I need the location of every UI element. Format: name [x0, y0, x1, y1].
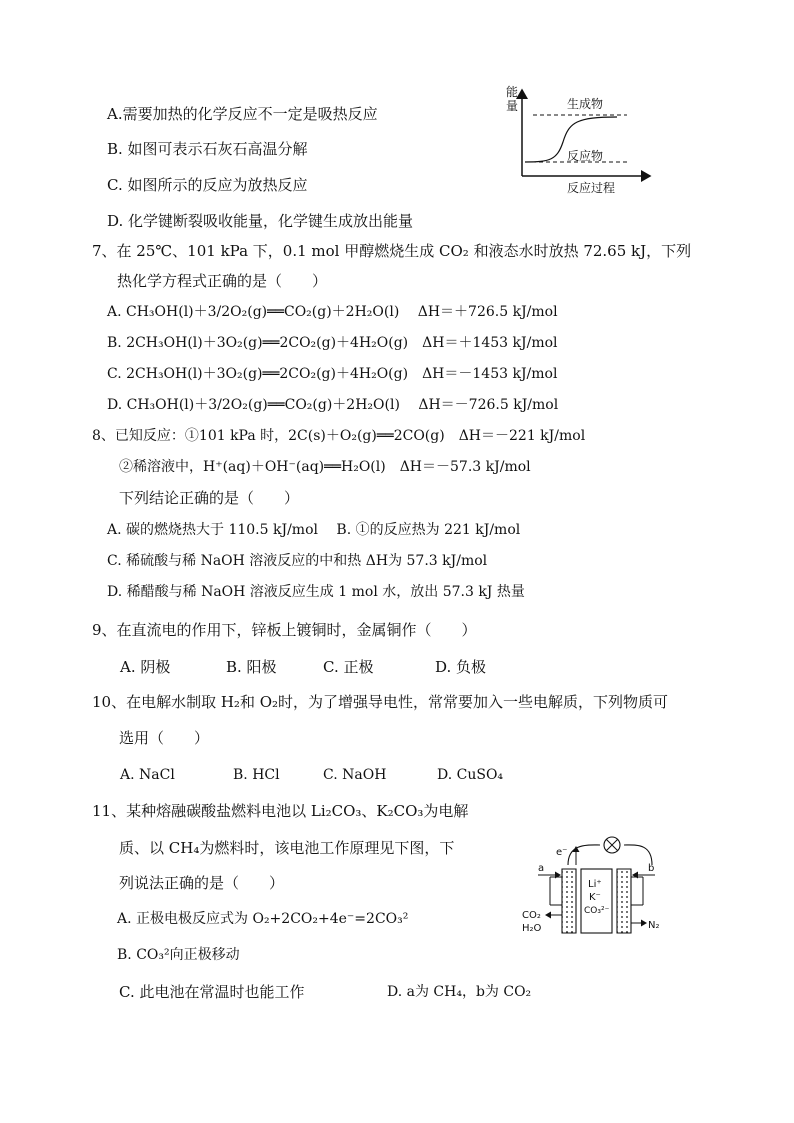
q7-option-a: A. CH₃OH(l)＋3/2O₂(g)══CO₂(g)＋2H₂O(l) ΔH＝＋726.5 kJ/mol — [107, 304, 558, 320]
q7-option-c: C. 2CH₃OH(l)＋3O₂(g)══2CO₂(g)＋4H₂O(g) ΔH＝－1453 kJ/mol — [107, 366, 558, 382]
left-channel — [550, 877, 562, 905]
ion-li-label: Li⁺ — [588, 879, 602, 890]
q10-stem-line-1: 10、在电解水制取 H₂和 O₂时，为了增强导电性，常常要加入一些电解质，下列物质可 — [92, 693, 669, 711]
left-electrode — [562, 869, 576, 933]
q10-option-d: D. CuSO₄ — [437, 767, 504, 783]
q9-option-d: D. 负极 — [435, 658, 487, 676]
reactant-label: 反应物 — [567, 149, 604, 163]
outlet-right-label: N₂ — [648, 920, 660, 931]
q10-option-b: B. HCl — [233, 767, 280, 783]
outlet-left-label-1: CO₂ — [522, 910, 541, 921]
energy-axis-label-1: 能 — [506, 85, 519, 99]
q11-option-c: C. 此电池在常温时也能工作 — [119, 983, 305, 1001]
ion-k-label: K⁻ — [589, 892, 601, 903]
q8-option-c: C. 稀硫酸与稀 NaOH 溶液反应的中和热 ΔH为 57.3 kJ/mol — [107, 553, 488, 569]
q8-stem-line-2: ②稀溶液中，H⁺(aq)＋OH⁻(aq)══H₂O(l) ΔH＝－57.3 kJ/mol — [119, 459, 531, 475]
energy-diagram — [505, 82, 655, 202]
q11-option-d: D. a为 CH₄，b为 CO₂ — [387, 984, 532, 1000]
q9-option-b: B. 阳极 — [226, 658, 277, 676]
q8-stem-line-3: 下列结论正确的是（ ） — [119, 489, 300, 507]
energy-axis-label-2: 量 — [506, 99, 519, 113]
inlet-a-label: a — [538, 863, 545, 874]
outlet-left-label-2: H₂O — [522, 923, 542, 934]
q7-option-d: D. CH₃OH(l)＋3/2O₂(g)══CO₂(g)＋2H₂O(l) ΔH＝－726.5 kJ/mol — [107, 397, 559, 413]
ion-co3-label: CO₃²⁻ — [584, 906, 610, 916]
q11-stem-line-1: 11、某种熔融碳酸盐燃料电池以 Li₂CO₃、K₂CO₃为电解 — [92, 802, 469, 820]
x-axis-label: 反应过程 — [567, 181, 616, 195]
inlet-b-label: b — [648, 863, 655, 874]
q8-option-ab: A. 碳的燃烧热大于 110.5 kJ/mol B. ①的反应热为 221 kJ/mol — [107, 522, 521, 538]
q11-option-b: B. CO₃²向正极移动 — [117, 947, 240, 963]
q7-option-b: B. 2CH₃OH(l)＋3O₂(g)══2CO₂(g)＋4H₂O(g) ΔH＝＋1453 kJ/mol — [107, 335, 558, 351]
q8-option-d: D. 稀醋酸与稀 NaOH 溶液反应生成 1 mol 水，放出 57.3 kJ 热量 — [107, 584, 525, 600]
q8-stem-line-1: 8、已知反应：①101 kPa 时，2C(s)＋O₂(g)══2CO(g) ΔH＝－221 kJ/mol — [92, 428, 586, 444]
q6-option-a: A.需要加热的化学反应不一定是吸热反应 — [107, 105, 378, 123]
q11-stem-line-3: 列说法正确的是（ ） — [119, 874, 285, 892]
q6-option-b: B. 如图可表示石灰石高温分解 — [107, 140, 308, 158]
q10-option-c: C. NaOH — [323, 767, 387, 783]
q6-option-d: D. 化学键断裂吸收能量，化学键生成放出能量 — [107, 212, 414, 230]
q6-option-c: C. 如图所示的反应为放热反应 — [107, 176, 308, 194]
q11-option-a: A. 正极电极反应式为 O₂+2CO₂+4e⁻=2CO₃² — [117, 911, 409, 927]
fuel-cell-diagram — [520, 835, 670, 940]
q9-option-c: C. 正极 — [323, 658, 374, 676]
q7-stem-line-2: 热化学方程式正确的是（ ） — [117, 272, 328, 290]
right-electrode — [617, 869, 631, 933]
q7-stem-line-1: 7、在 25℃、101 kPa 下，0.1 mol 甲醇燃烧生成 CO₂ 和液态水时放热 72.65 kJ，下列 — [92, 242, 692, 260]
q10-stem-line-2: 选用（ ） — [119, 729, 210, 747]
right-channel — [631, 877, 643, 905]
product-label: 生成物 — [567, 97, 604, 111]
q9-option-a: A. 阴极 — [120, 658, 171, 676]
q9-stem: 9、在直流电的作用下，锌板上镀铜时，金属铜作（ ） — [92, 621, 477, 639]
electron-label: e⁻ — [556, 847, 568, 858]
q11-stem-line-2: 质、以 CH₄为燃料时，该电池工作原理见下图，下 — [119, 839, 455, 857]
q10-option-a: A. NaCl — [120, 767, 175, 783]
